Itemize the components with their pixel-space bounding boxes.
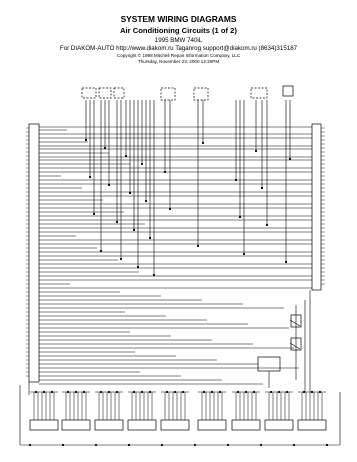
splice-point [270, 391, 272, 393]
splice-point [286, 391, 288, 393]
top-component-1 [82, 88, 96, 98]
bottom-connector [128, 420, 156, 430]
splice-point [95, 444, 97, 446]
splice-point [237, 391, 239, 393]
splice-point [303, 391, 305, 393]
splice-point [108, 184, 110, 186]
control-module-connector [29, 124, 39, 382]
splice-point [278, 391, 280, 393]
splice-point [125, 155, 127, 157]
top-component-6 [251, 88, 267, 98]
splice-point [141, 391, 143, 393]
splice-point [67, 391, 69, 393]
bottom-connector [95, 420, 123, 430]
splice-point [293, 444, 295, 446]
splice-point [100, 250, 102, 252]
splice-point [243, 253, 245, 255]
ac-compressor-relay [258, 357, 280, 371]
splice-point [149, 237, 151, 239]
splice-point [153, 274, 155, 276]
bottom-connector [198, 420, 226, 430]
splice-point [62, 444, 64, 446]
splice-point [169, 208, 171, 210]
splice-point [211, 391, 213, 393]
diagram-title: SYSTEM WIRING DIAGRAMS [120, 14, 237, 24]
splice-point [219, 391, 221, 393]
splice-point [133, 229, 135, 231]
top-component-5 [194, 88, 208, 100]
splice-point [326, 444, 328, 446]
top-component-3 [114, 88, 124, 98]
splice-point [311, 391, 313, 393]
splice-point [51, 391, 53, 393]
splice-point [182, 391, 184, 393]
splice-point [161, 444, 163, 446]
splice-point [285, 261, 287, 263]
splice-point [128, 444, 130, 446]
splice-point [93, 213, 95, 215]
splice-point [174, 391, 176, 393]
splice-point [253, 391, 255, 393]
splice-point [89, 176, 91, 178]
splice-point [133, 391, 135, 393]
splice-point [149, 391, 151, 393]
splice-point [141, 163, 143, 165]
splice-point [202, 142, 204, 144]
switch-contact [290, 320, 300, 326]
splice-point [137, 266, 139, 268]
bottom-connector [298, 420, 326, 430]
bottom-connector [232, 420, 260, 430]
splice-point [203, 391, 205, 393]
splice-point [35, 391, 37, 393]
splice-point [120, 258, 122, 260]
splice-point [85, 139, 87, 141]
splice-point [255, 150, 257, 152]
source-line: For DIAKOM-AUTO http://www.diakom.ru Taganrog support@diakom.ru (8634)315187 [59, 45, 298, 52]
bottom-connector [62, 420, 90, 430]
splice-point [83, 391, 85, 393]
splice-point [245, 391, 247, 393]
splice-point [266, 224, 268, 226]
bottom-connector [30, 420, 58, 430]
splice-point [239, 216, 241, 218]
copyright-line: Copyright © 1998 Mitchell Repair Information Company, LLC [116, 53, 241, 58]
bottom-connector [265, 420, 293, 430]
splice-point [166, 391, 168, 393]
timestamp: Thursday, November 23, 2000 12:30PM [137, 59, 220, 64]
right-connector-block [312, 124, 321, 290]
top-component-2 [99, 88, 111, 98]
splice-point [227, 444, 229, 446]
top-component-4 [161, 88, 175, 100]
splice-point [104, 147, 106, 149]
splice-point [108, 391, 110, 393]
top-component-7 [283, 86, 293, 96]
wire-layer [20, 100, 340, 445]
vehicle-model: 1995 BMW 740iL [154, 37, 203, 44]
splice-point [194, 444, 196, 446]
splice-point [289, 158, 291, 160]
component-layer [29, 86, 326, 430]
splice-point [116, 391, 118, 393]
splice-point [29, 444, 31, 446]
splice-point [145, 200, 147, 202]
splice-point [75, 391, 77, 393]
splice-point [100, 391, 102, 393]
diagram-subtitle: Air Conditioning Circuits (1 of 2) [120, 26, 237, 35]
splice-point [116, 221, 118, 223]
splice-point [129, 192, 131, 194]
splice-point [164, 171, 166, 173]
splice-point [319, 391, 321, 393]
bottom-connector [161, 420, 189, 430]
splice-point [261, 187, 263, 189]
splice-point [260, 444, 262, 446]
splice-point [43, 391, 45, 393]
splice-point [235, 179, 237, 181]
splice-point [197, 245, 199, 247]
